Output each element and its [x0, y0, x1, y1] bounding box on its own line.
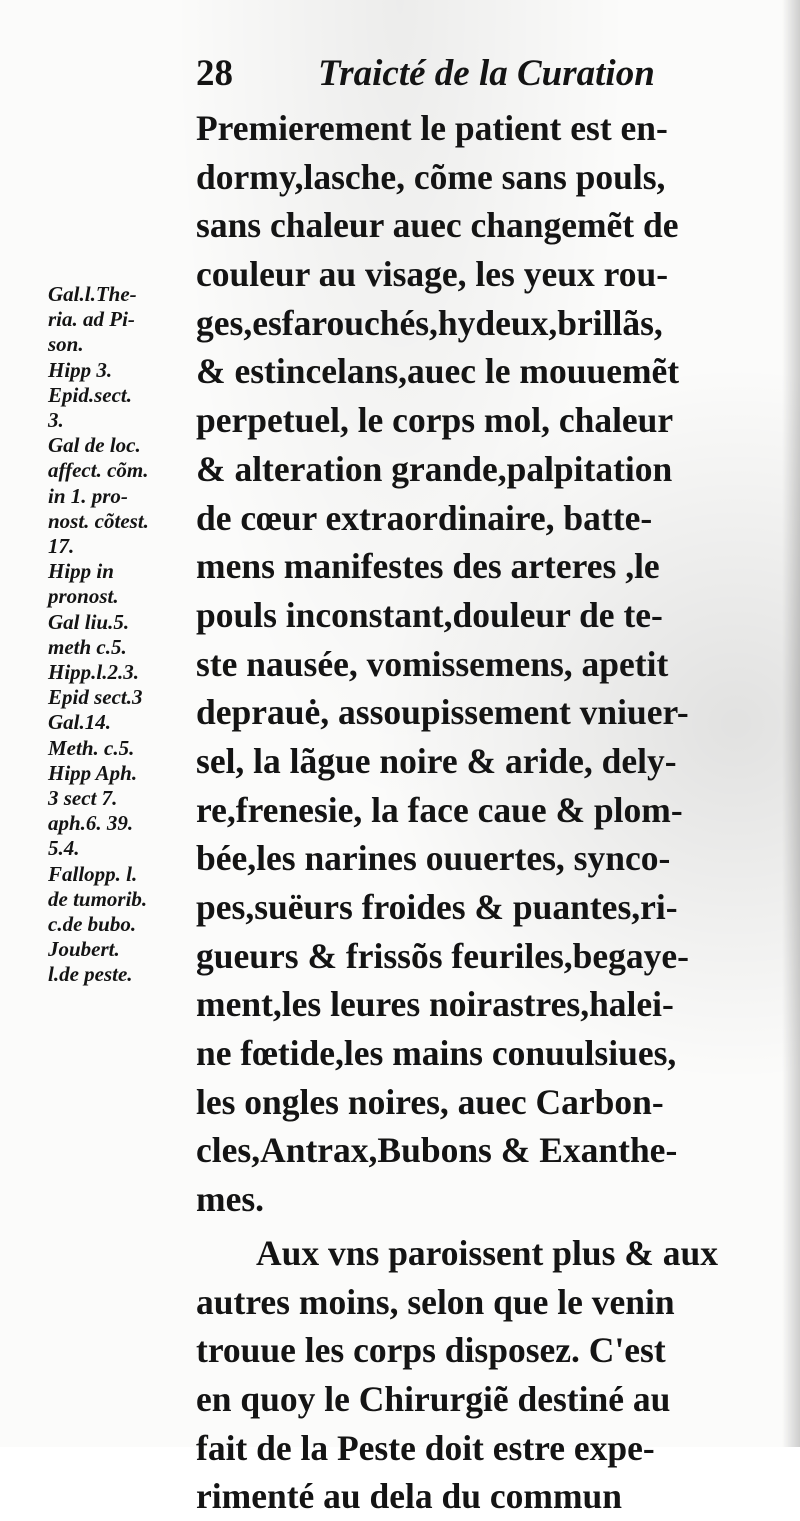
text-line: perpetuel, le corps mol, chaleur: [196, 400, 674, 441]
running-title: Traicté de la Curation: [318, 53, 655, 94]
margin-note: Meth. c.5.: [48, 735, 135, 760]
margin-note: l.de peste.: [48, 962, 133, 987]
margin-note: pronost.: [48, 584, 119, 609]
page-number: 28: [196, 53, 233, 94]
text-line: Aux vns paroissent plus & aux: [256, 1232, 718, 1273]
margin-note: 5.4.: [48, 836, 80, 861]
margin-note: Gal liu.5.: [48, 609, 130, 634]
text-line: pouls inconstant,douleur de te-: [196, 594, 663, 635]
margin-note: Hipp in: [48, 559, 114, 584]
text-line: fait de la Peste doit estre expe-: [196, 1427, 655, 1468]
margin-note: Hipp Aph.: [48, 760, 138, 785]
marginal-notes: [48, 282, 198, 988]
text-line: de cœur extraordinaire, batte-: [196, 497, 653, 538]
margin-note: 3.: [48, 408, 64, 433]
margin-note: in 1. pro-: [48, 483, 128, 508]
text-line: re,frenesie, la face caue & plom-: [196, 789, 683, 830]
margin-note: Epid.sect.: [48, 382, 132, 407]
text-line: dormy,lasche, cõme sans pouls,: [196, 156, 666, 197]
text-line: couleur au visage, les yeux rou-: [196, 254, 669, 295]
text-line: mens manifestes des arteres ,le: [196, 546, 660, 587]
text-line: ne fœtide,les mains conuulsiues,: [196, 1033, 677, 1074]
margin-note: Fallopp. l.: [48, 861, 138, 886]
text-line: mes.: [196, 1179, 265, 1220]
margin-note: son.: [48, 332, 84, 357]
text-line: Premierement le patient est en-: [196, 108, 668, 148]
text-line: rimenté au dela du commun: [196, 1476, 622, 1517]
text-line: sel, la lãgue noire & aride, dely-: [196, 740, 677, 781]
page-header: [196, 52, 756, 102]
text-line: en quoy le Chirurgiẽ destiné au: [196, 1378, 671, 1419]
margin-note: meth c.5.: [48, 634, 127, 659]
text-line: pes,suëurs froides & puantes,ri-: [196, 887, 678, 927]
text-line: autres moins, selon que le venin: [196, 1281, 675, 1322]
text-line: les ongles noires, auec Carbon-: [196, 1081, 664, 1122]
margin-note: ria. ad Pi-: [48, 307, 135, 332]
text-line: ste nausée, vomissemens, apetit: [196, 643, 669, 684]
margin-note: de tumorib.: [48, 886, 148, 911]
text-line: trouue les corps disposez. C'est: [196, 1330, 666, 1371]
margin-note: Gal.l.The-: [48, 282, 137, 306]
margin-note: Gal de loc.: [48, 433, 141, 458]
text-line: deprauė, assoupissement vniuer-: [196, 692, 689, 733]
text-line: sans chaleur auec changemẽt de: [196, 205, 679, 246]
margin-note: c.de bubo.: [48, 912, 137, 937]
text-line: cles,Antrax,Bubons & Exanthe-: [196, 1130, 678, 1171]
paragraph-1: [196, 104, 786, 1224]
margin-note: Epid sect.3: [48, 685, 143, 710]
text-line: gueurs & frissõs feuriles,begaye-: [196, 935, 689, 976]
margin-note: Gal.14.: [48, 710, 111, 735]
margin-note: aph.6. 39.: [48, 811, 134, 836]
text-line: & estincelans,auec le mouuemẽt: [196, 351, 680, 392]
text-line: bée,les narines ouuertes, synco-: [196, 838, 671, 879]
margin-note: nost. cõtest.: [48, 508, 149, 533]
margin-note: affect. cõm.: [48, 458, 149, 483]
text-line: & alteration grande,palpitation: [196, 448, 673, 489]
main-text: [196, 104, 786, 1521]
margin-note: 17.: [48, 534, 75, 559]
paragraph-2: [196, 1229, 786, 1521]
text-line: ment,les leures noirastres,halei-: [196, 984, 674, 1025]
margin-note: Joubert.: [48, 937, 120, 962]
margin-note: 3 sect 7.: [48, 786, 118, 811]
margin-note: Hipp 3.: [48, 357, 113, 382]
margin-note: Hipp.l.2.3.: [48, 660, 140, 685]
text-line: ges,esfarouchés,hydeux,brillãs,: [196, 302, 663, 343]
